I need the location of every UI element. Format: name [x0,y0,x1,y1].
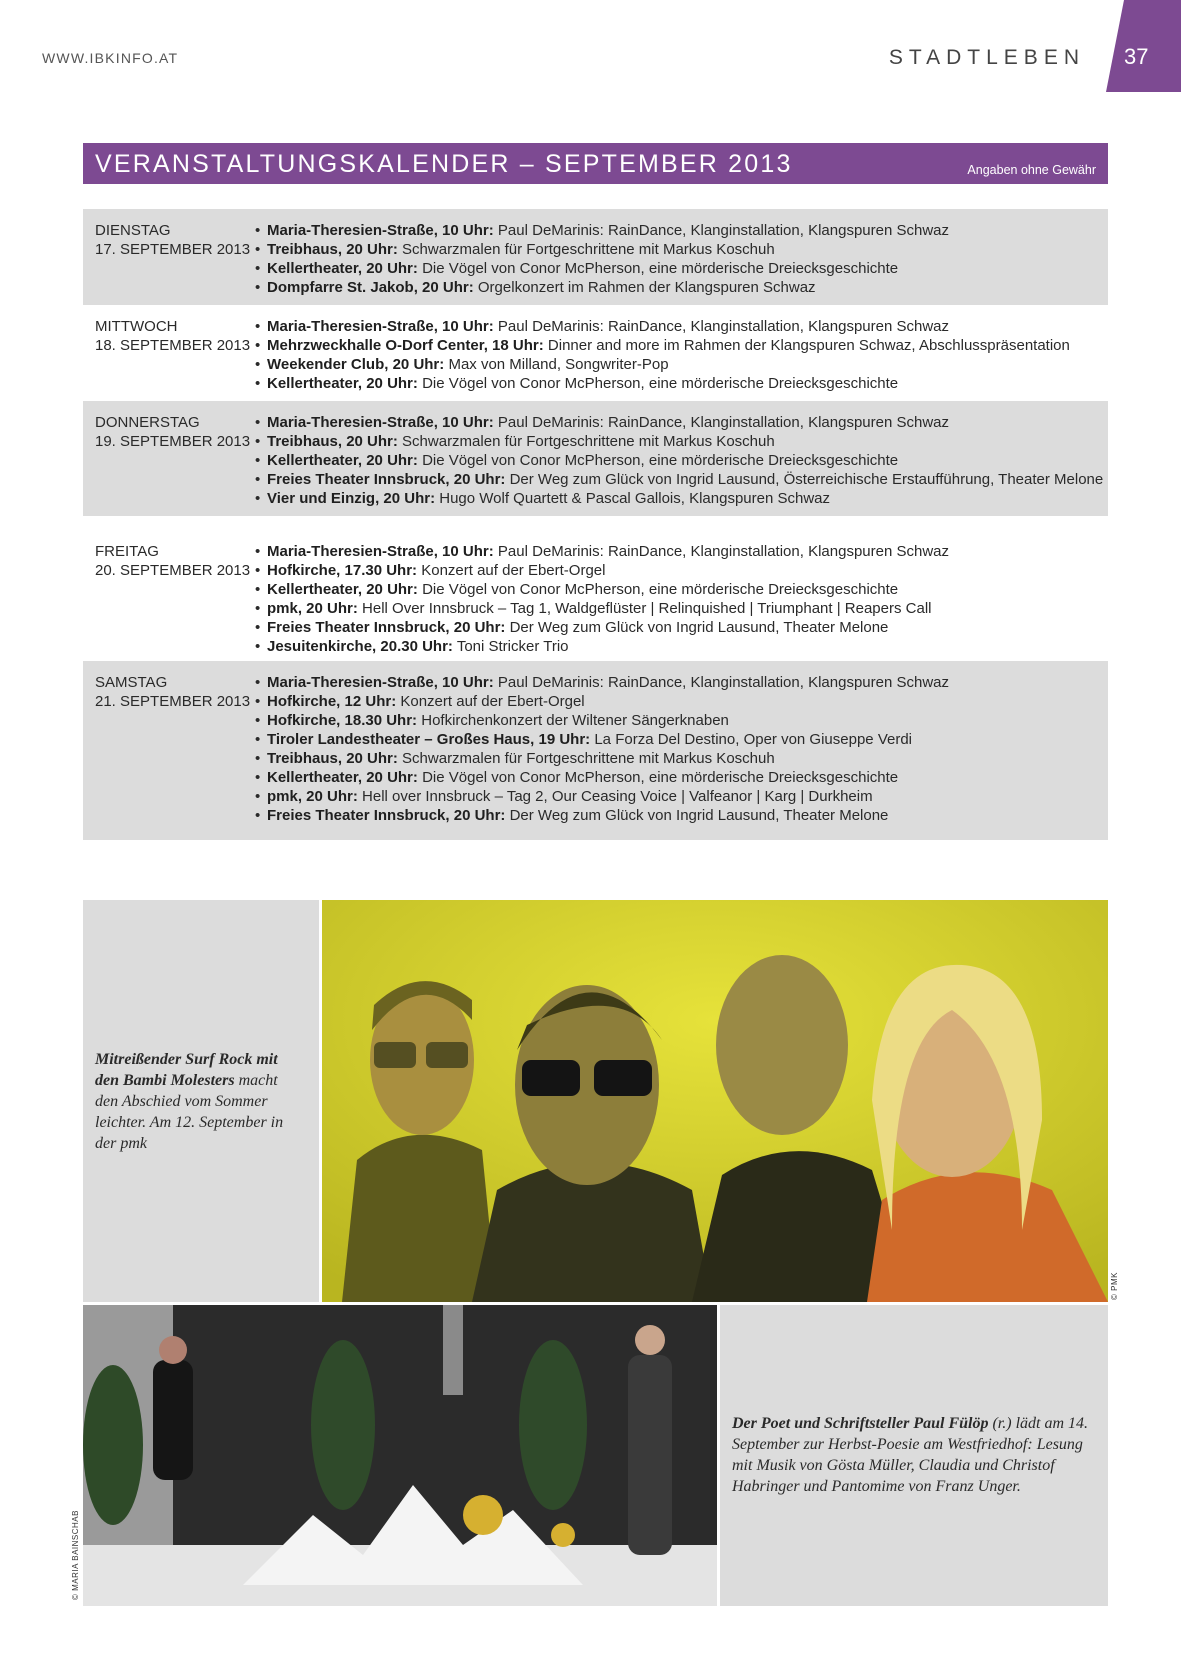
event-item: • Mehrzweckhalle O-Dorf Center, 18 Uhr: Dinner and more im Rahmen der Klangspuren Schwaz, Abschlusspräsentation [255,337,1070,354]
event-item: • Tiroler Landestheater – Großes Haus, 19 Uhr: La Forza Del Destino, Oper von Giuseppe Verdi [255,731,913,748]
band-caption: Mitreißender Surf Rock mit den Bambi Molesters macht den Abschied vom Sommer leichter. Am 12. September in der pmk [95,1051,284,1152]
event-item: • Jesuitenkirche, 20.30 Uhr: Toni Stricker Trio [255,638,569,655]
event-item: • Dompfarre St. Jakob, 20 Uhr: Orgelkonzert im Rahmen der Klangspuren Schwaz [255,279,816,296]
poet-photo-credit: © MARIA BAINSCHAB [71,1510,80,1600]
date: 18. SEPTEMBER 2013 [95,337,251,354]
event-item: • Vier und Einzig, 20 Uhr: Hugo Wolf Quartett & Pascal Gallois, Klangspuren Schwaz [255,490,831,507]
event-item: • Maria-Theresien-Straße, 10 Uhr: Paul DeMarinis: RainDance, Klanginstallation, Klangspuren Schwaz [255,543,949,560]
poet-caption: Der Poet und Schriftsteller Paul Fülöp (r.) lädt am 14. September zur Herbst-Poesie am Westfriedhof: Lesung mit Musik von Gösta Müller, Claudia und Christof Habringer und Pantomime von Franz Unger. [732,1415,1089,1495]
event-item: • Weekender Club, 20 Uhr: Max von Milland, Songwriter-Pop [255,356,669,373]
weekday: MITTWOCH [95,318,178,335]
event-item: • Kellertheater, 20 Uhr: Die Vögel von Conor McPherson, eine mörderische Dreiecksgeschichte [255,769,899,786]
calendar-header-bar [83,143,1108,184]
calendar-title: VERANSTALTUNGSKALENDER – SEPTEMBER 2013 [95,150,793,178]
event-item: • Kellertheater, 20 Uhr: Die Vögel von Conor McPherson, eine mörderische Dreiecksgeschichte [255,452,899,469]
poet-photo [83,1305,717,1606]
event-item: • Maria-Theresien-Straße, 10 Uhr: Paul DeMarinis: RainDance, Klanginstallation, Klangspuren Schwaz [255,318,949,335]
date: 20. SEPTEMBER 2013 [95,562,251,579]
weekday: FREITAG [95,543,159,560]
day-block-friday [83,530,1108,661]
event-item: • Maria-Theresien-Straße, 10 Uhr: Paul DeMarinis: RainDance, Klanginstallation, Klangspuren Schwaz [255,414,949,431]
weekday: DONNERSTAG [95,414,200,431]
weekday: DIENSTAG [95,222,171,239]
day-label [95,413,250,451]
event-item: • Treibhaus, 20 Uhr: Schwarzmalen für Fortgeschrittene mit Markus Koschuh [255,241,775,258]
event-item: • pmk, 20 Uhr: Hell over Innsbruck – Tag 2, Our Ceasing Voice | Valfeanor | Karg | Durkheim [255,788,873,805]
date: 17. SEPTEMBER 2013 [95,241,251,258]
day-block-wednesday [83,305,1108,401]
event-item: • Maria-Theresien-Straße, 10 Uhr: Paul DeMarinis: RainDance, Klanginstallation, Klangspuren Schwaz [255,674,949,691]
event-item: • Hofkirche, 18.30 Uhr: Hofkirchenkonzert der Wiltener Sängerknaben [255,712,729,729]
event-item: • Freies Theater Innsbruck, 20 Uhr: Der Weg zum Glück von Ingrid Lausund, Theater Melone [255,619,889,636]
band-photo-credit: © PMK [1110,1272,1119,1300]
event-item: • Freies Theater Innsbruck, 20 Uhr: Der Weg zum Glück von Ingrid Lausund, Theater Melone [255,807,889,824]
disclaimer-note: Angaben ohne Gewähr [967,163,1096,177]
event-list [255,317,1070,393]
event-item: • Treibhaus, 20 Uhr: Schwarzmalen für Fortgeschrittene mit Markus Koschuh [255,433,775,450]
day-label [95,673,250,711]
day-label [95,221,250,259]
event-list [255,413,1103,508]
date: 19. SEPTEMBER 2013 [95,433,251,450]
site-url: WWW.IBKINFO.AT [42,50,179,66]
day-label [95,317,250,355]
event-list [255,673,949,825]
event-list [255,221,949,297]
event-item: • Maria-Theresien-Straße, 10 Uhr: Paul DeMarinis: RainDance, Klanginstallation, Klangspuren Schwaz [255,222,949,239]
band-photo [322,900,1108,1302]
day-block-saturday [83,661,1108,840]
day-label [95,542,250,580]
event-item: • Hofkirche, 17.30 Uhr: Konzert auf der Ebert-Orgel [255,562,606,579]
section-title: STADTLEBEN [888,46,1085,69]
event-item: • Freies Theater Innsbruck, 20 Uhr: Der Weg zum Glück von Ingrid Lausund, Österreichische Erstaufführung, Theater Melone [255,471,1104,488]
event-item: • Kellertheater, 20 Uhr: Die Vögel von Conor McPherson, eine mörderische Dreiecksgeschichte [255,375,899,392]
weekday: SAMSTAG [95,674,168,691]
day-block-thursday [83,401,1108,516]
event-item: • Treibhaus, 20 Uhr: Schwarzmalen für Fortgeschrittene mit Markus Koschuh [255,750,775,767]
date: 21. SEPTEMBER 2013 [95,693,251,710]
day-block-tuesday [83,209,1108,305]
event-item: • pmk, 20 Uhr: Hell Over Innsbruck – Tag 1, Waldgeflüster | Relinquished | Triumphant | Reapers Call [255,600,932,617]
page-number: 37 [1124,44,1149,69]
event-item: • Hofkirche, 12 Uhr: Konzert auf der Ebert-Orgel [255,693,585,710]
event-list [255,542,949,656]
event-item: • Kellertheater, 20 Uhr: Die Vögel von Conor McPherson, eine mörderische Dreiecksgeschichte [255,581,899,598]
event-item: • Kellertheater, 20 Uhr: Die Vögel von Conor McPherson, eine mörderische Dreiecksgeschichte [255,260,899,277]
